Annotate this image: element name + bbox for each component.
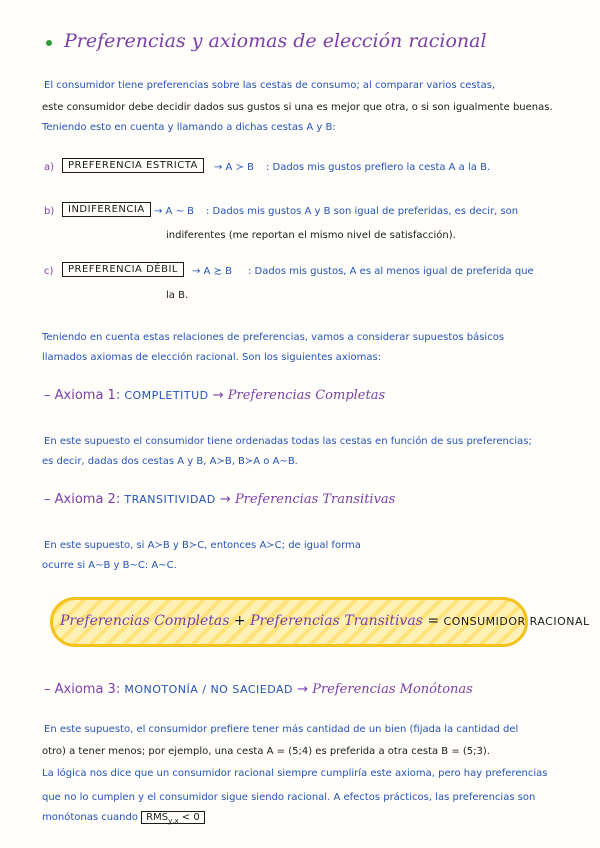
axiom-2-body-2: ocurre si A∼B y B∼C: A∼C. <box>42 560 177 571</box>
page-title: Preferencias y axiomas de elección racional <box>64 30 487 52</box>
axiom-3-result: Preferencias Monótonas <box>312 682 473 697</box>
axiom-2-body-1: En este supuesto, si A≻B y B≻C, entonces A≻C; de igual forma <box>44 540 361 551</box>
pref-b-desc: : Dados mis gustos A y B son igual de preferidas, es decir, son <box>206 206 519 217</box>
axiom-2-number: – Axioma 2: <box>44 492 121 507</box>
banner-part-2: Preferencias Transitivas <box>250 613 423 629</box>
pref-a-marker: a) <box>44 162 55 173</box>
pref-c-marker: c) <box>44 266 54 277</box>
axiom-1-heading <box>44 388 385 403</box>
axiom-1-number: – Axioma 1: <box>44 388 121 403</box>
axiom-1-body-1: En este supuesto el consumidor tiene ordenadas todas las cestas en función de sus preferencias; <box>44 436 532 447</box>
rms-inequality: < 0 <box>178 812 200 823</box>
axiom-3-body-1: En este supuesto, el consumidor prefiere tener más cantidad de un bien (fijada la cantidad del <box>44 724 519 735</box>
pref-c-relation: → A ≿ B <box>192 266 232 277</box>
bullet-icon <box>46 40 52 46</box>
axiom-3-arrow: → <box>297 682 309 697</box>
pref-a-relation: → A ≻ B <box>214 162 254 173</box>
axiom-2-name: TRANSITIVIDAD <box>124 493 216 506</box>
axiom-3-number: – Axioma 3: <box>44 682 121 697</box>
axiom-3-body-5-text: monótonas cuando <box>42 812 138 823</box>
axiom-3-body-5 <box>42 812 205 825</box>
relations-line-2: llamados axiomas de elección racional. Son los siguientes axiomas: <box>42 352 382 363</box>
axiom-3-body-3: La lógica nos dice que un consumidor racional siempre cumpliría este axioma, pero hay preferencias <box>42 768 548 779</box>
banner-equals: = <box>427 613 440 629</box>
pref-c-desc: : Dados mis gustos, A es al menos igual de preferida que <box>248 266 534 277</box>
rms-subscript: y,x <box>168 817 179 825</box>
pref-c-desc-2: la B. <box>166 290 189 301</box>
pref-b-label: INDIFERENCIA <box>62 202 151 217</box>
pref-b-marker: b) <box>44 206 55 217</box>
axiom-3-name: MONOTONÍA / NO SACIEDAD <box>124 683 294 696</box>
axiom-1-name: COMPLETITUD <box>124 389 209 402</box>
axiom-2-heading <box>44 492 395 507</box>
banner-part-1: Preferencias Completas <box>60 613 230 629</box>
axiom-3-body-2: otro) a tener menos; por ejemplo, una cesta A = (5;4) es preferida a otra cesta B = (5;3). <box>42 746 490 757</box>
axiom-1-arrow: → <box>212 388 224 403</box>
pref-a-desc: : Dados mis gustos prefiero la cesta A a la B. <box>266 162 491 173</box>
banner-part-3: CONSUMIDOR RACIONAL <box>443 615 590 628</box>
rms-condition-box <box>141 811 205 824</box>
axiom-1-result: Preferencias Completas <box>227 388 386 403</box>
banner-plus: + <box>233 613 246 629</box>
pref-b-desc-2: indiferentes (me reportan el mismo nivel de satisfacción). <box>166 230 456 241</box>
pref-c-label: PREFERENCIA DÉBIL <box>62 262 184 277</box>
pref-b-relation: → A ∼ B <box>154 206 194 217</box>
intro-line-2: este consumidor debe decidir dados sus gustos si una es mejor que otra, o si son igualmente buenas. <box>42 102 553 113</box>
rms-label: RMS <box>146 812 169 823</box>
axiom-3-body-4: que no lo cumplen y el consumidor sigue siendo racional. A efectos prácticos, las preferencias son <box>42 792 536 803</box>
axiom-2-result: Preferencias Transitivas <box>234 492 396 507</box>
relations-line-1: Teniendo en cuenta estas relaciones de preferencias, vamos a considerar supuestos básicos <box>42 332 505 343</box>
axiom-1-body-2: es decir, dadas dos cestas A y B, A≻B, B≻A o A∼B. <box>42 456 298 467</box>
intro-line-1: El consumidor tiene preferencias sobre las cestas de consumo; al comparar varios cestas, <box>44 80 496 91</box>
axiom-3-heading <box>44 682 473 697</box>
banner-text <box>60 613 590 629</box>
pref-a-label: PREFERENCIA ESTRICTA <box>62 158 204 173</box>
axiom-2-arrow: → <box>219 492 231 507</box>
intro-line-3: Teniendo esto en cuenta y llamando a dichas cestas A y B: <box>42 122 336 133</box>
